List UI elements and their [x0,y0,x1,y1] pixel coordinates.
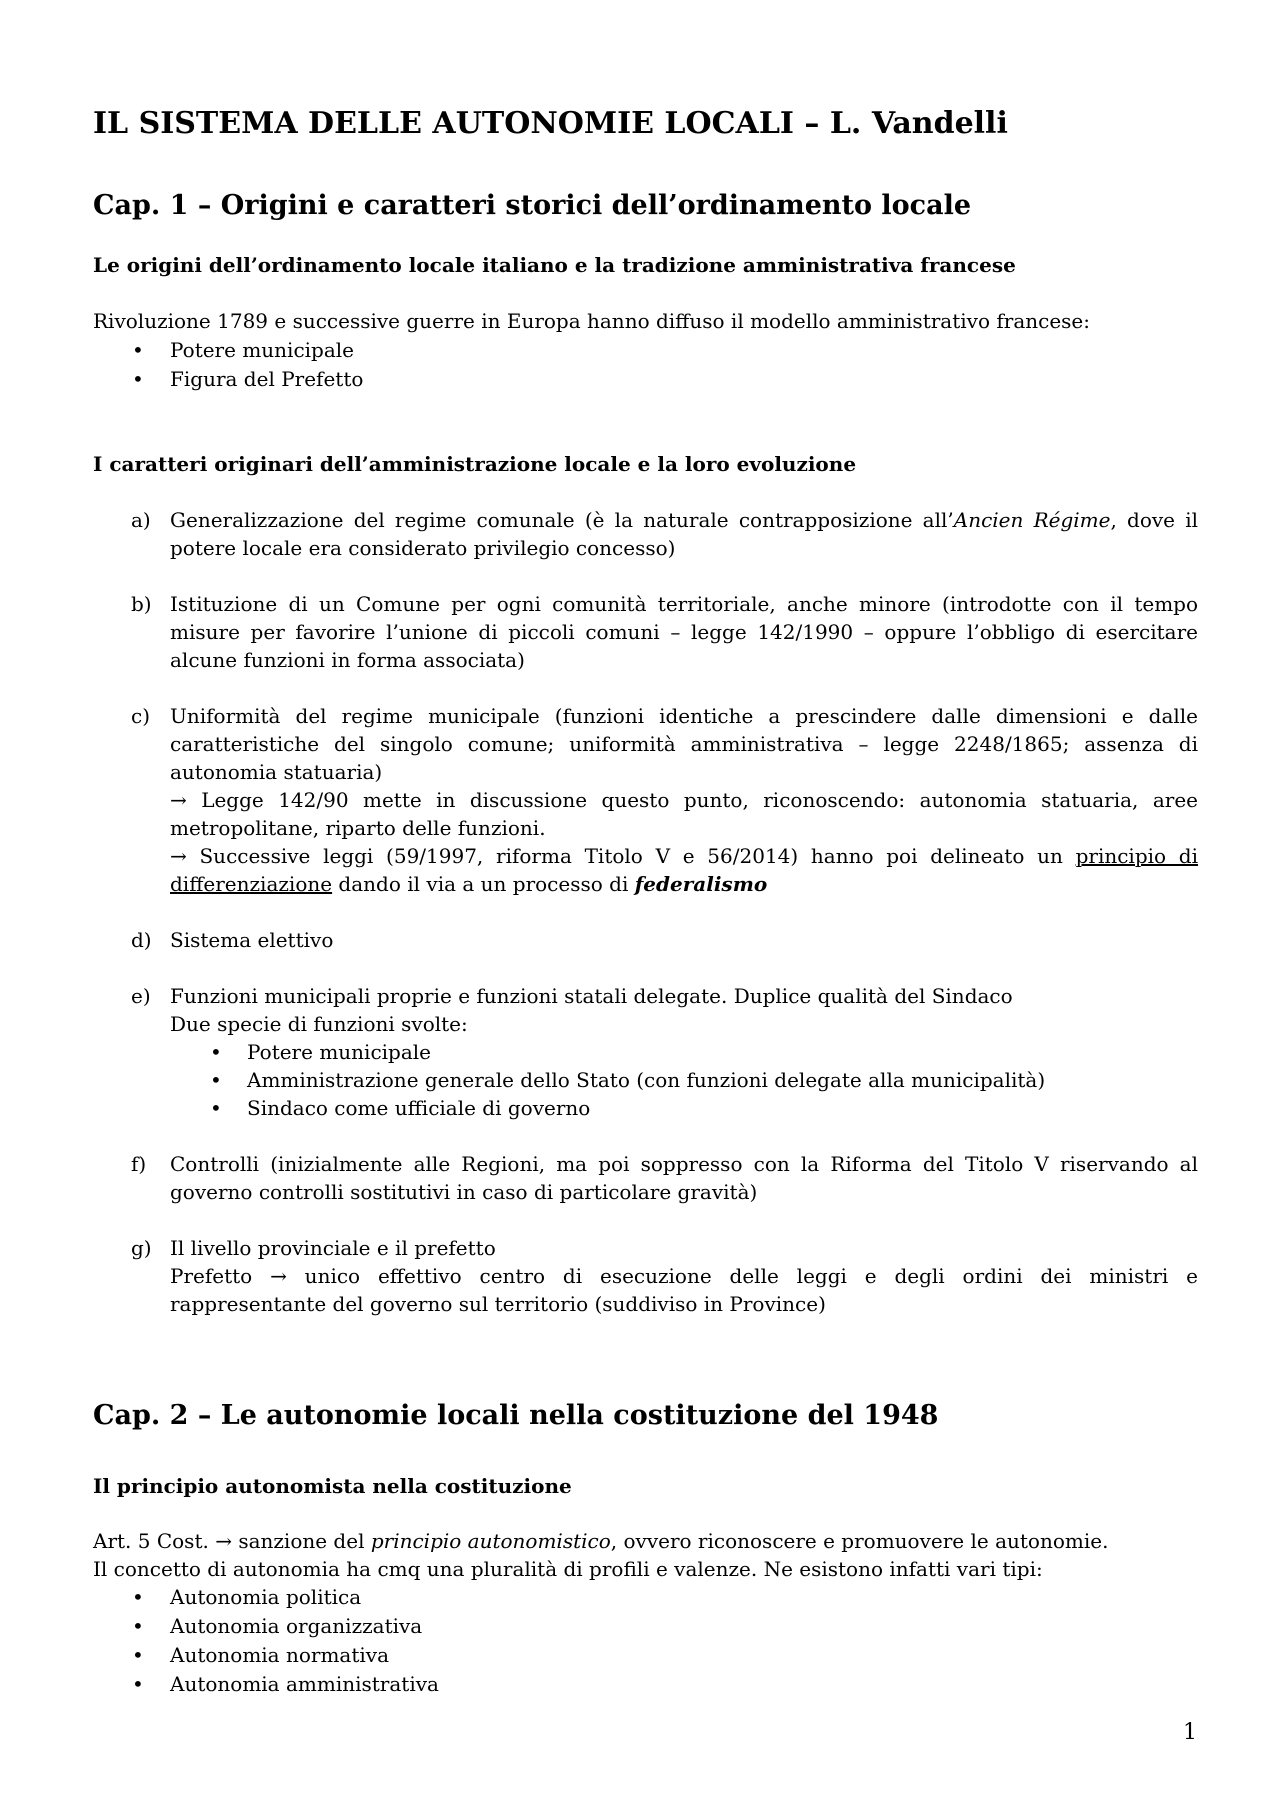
list-item-f [93,1150,1198,1206]
chapter-2-heading: Cap. 2 – Le autonomie locali nella costituzione del 1948 [93,1400,939,1431]
autonomy-types-bullet-list [93,1583,439,1699]
note-underlined-text: principio di differenziazione [170,844,1198,896]
list-item-b [93,590,1198,674]
characters-lettered-list [93,506,1198,1346]
list-item-label: a) [131,508,151,532]
list-item: • Autonomia organizzativa [93,1612,439,1641]
list-item: • Autonomia politica [93,1583,439,1612]
list-item-label: b) [131,592,152,616]
list-item: • Amministrazione generale dello Stato (con funzioni delegate alla municipalità) [170,1066,1198,1094]
section-origins-intro: Rivoluzione 1789 e successive guerre in Europa hanno diffuso il modello amministrativo francese: [93,309,1090,333]
item-text: Controlli (inizialmente alle Regioni, ma poi soppresso con la Riforma del Titolo V riservando al governo controlli sostitutivi in caso di particolare gravità) [170,1152,1198,1204]
paragraph-text: Art. 5 Cost. → sanzione del [93,1529,371,1553]
document-title: IL SISTEMA DELLE AUTONOMIE LOCALI – L. Vandelli [93,106,1008,141]
list-item-e [93,982,1198,1122]
list-item-label: d) [131,928,152,952]
section-characters-heading: I caratteri originari dell’amministrazione locale e la loro evoluzione [93,452,857,476]
item-text: Il livello provinciale e il prefetto [170,1236,496,1260]
list-item: • Autonomia normativa [93,1641,439,1670]
item-subtext: Prefetto → unico effettivo centro di esecuzione delle leggi e degli ordini dei ministri e rappresentante del governo sul territorio (suddiviso in Province) [170,1264,1198,1316]
paragraph-italic-text: principio autonomistico [370,1529,611,1553]
art5-paragraph [93,1527,1108,1555]
functions-bullet-list [170,1038,1198,1122]
list-item-label: c) [131,704,151,728]
note-text: → Successive leggi (59/1997, riforma Titolo V e 56/2014) hanno poi delineato un [170,844,1076,868]
section-autonomy-heading: Il principio autonomista nella costituzione [93,1474,572,1498]
list-item-label: e) [131,984,151,1008]
origins-bullet-list [93,336,363,394]
item-text: Generalizzazione del regime comunale (è la naturale contrapposizione all’ [170,508,954,532]
list-item: • Autonomia amministrativa [93,1670,439,1699]
note-text: dando il via a un processo di [332,872,635,896]
list-item-c [93,702,1198,898]
item-arrow-note: → Legge 142/90 mette in discussione questo punto, riconoscendo: autonomia statuaria, aree metropolitane, riparto delle funzioni. [170,788,1198,840]
list-item-label: g) [131,1236,152,1260]
list-item-g [93,1234,1198,1318]
chapter-1-heading: Cap. 1 – Origini e caratteri storici dell’ordinamento locale [93,190,972,221]
autonomy-concept-paragraph: Il concetto di autonomia ha cmq una pluralità di profili e valenze. Ne esistono infatti vari tipi: [93,1557,1043,1581]
list-item-a [93,506,1198,562]
list-item-d [93,926,1198,954]
note-bold-italic-text: federalismo [634,872,768,896]
page-number: 1 [1183,1720,1197,1745]
item-text: , dove il potere locale era considerato privilegio concesso) [170,508,1199,560]
item-subtext: Due specie di funzioni svolte: [170,1012,468,1036]
item-text: Uniformità del regime municipale (funzioni identiche a prescindere dalle dimensioni e dalle caratteristiche del singolo comune; uniformità amministrativa – legge 2248/1865; assenza di autonomia statuaria) [170,704,1198,784]
list-item-label: f) [131,1152,147,1176]
list-item: • Figura del Prefetto [93,365,363,394]
item-text: Sistema elettivo [170,928,334,952]
item-text: Funzioni municipali proprie e funzioni statali delegate. Duplice qualità del Sindaco [170,984,1013,1008]
paragraph-text: , ovvero riconoscere e promuovere le autonomie. [610,1529,1109,1553]
list-item: • Sindaco come ufficiale di governo [170,1094,1198,1122]
list-item: • Potere municipale [93,336,363,365]
item-arrow-note [170,842,1198,898]
item-text: Istituzione di un Comune per ogni comunità territoriale, anche minore (introdotte con il tempo misure per favorire l’unione di piccoli comuni – legge 142/1990 – oppure l’obbligo di esercitare alcune funzioni in forma associata) [170,592,1198,672]
item-italic-text: Ancien Régime [953,508,1111,532]
list-item: • Potere municipale [170,1038,1198,1066]
section-origins-heading: Le origini dell’ordinamento locale italiano e la tradizione amministrativa francese [93,253,1016,277]
